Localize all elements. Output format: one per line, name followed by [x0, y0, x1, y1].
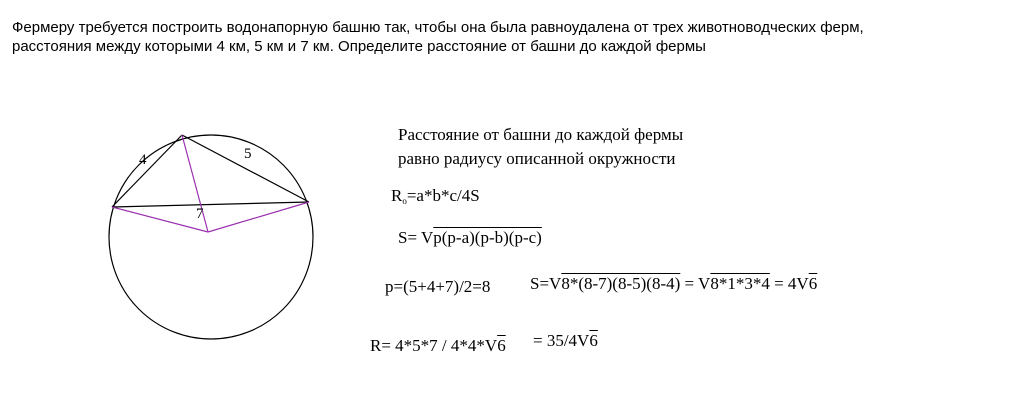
- radius-line-1: [112, 207, 208, 232]
- heron-formula: [398, 228, 542, 248]
- note-line-1: Расстояние от башни до каждой фермы: [398, 125, 684, 144]
- radius-formula-rest: =a*b*c/4S: [406, 186, 480, 205]
- note-line-2: равно радиусу описанной окружности: [398, 149, 676, 168]
- side-a-label: 4: [139, 152, 147, 168]
- area-calc-radicand: 8*(8-7)(8-5)(8-4): [561, 274, 681, 293]
- radius-formula: [391, 186, 480, 208]
- side-c-label: 7: [196, 206, 204, 222]
- side-c-line: [112, 202, 309, 207]
- problem-line-2: расстояния между которыми 4 км, 5 км и 7 км. Определите расстояние от башни до каждой фермы: [12, 38, 706, 55]
- heron-prefix: S= V: [398, 228, 434, 247]
- radius-line-3: [208, 202, 309, 232]
- radius-result-radicand: 6: [589, 331, 598, 350]
- problem-line-1: Фермеру требуется построить водонапорную башню так, чтобы она была равноудалена от трех животноводческих ферм,: [12, 19, 864, 36]
- heron-radicand: p(p-a)(p-b)(p-c): [433, 228, 542, 247]
- explanation-note: [398, 123, 683, 171]
- semi-perimeter-formula: p=(5+4+7)/2=8: [385, 277, 491, 296]
- radius-letter: R: [391, 186, 403, 205]
- radius-subscript: о: [402, 196, 407, 206]
- radius-line-2: [182, 135, 208, 232]
- radius-result-prefix: = 35/4V: [533, 331, 590, 350]
- radius-calc-prefix: R= 4*5*7 / 4*4*V: [370, 336, 498, 355]
- radius-calc-radicand: 6: [497, 336, 506, 355]
- radius-result: [533, 331, 598, 351]
- area-calc-radicand-2: 8*1*3*4: [710, 274, 770, 293]
- area-calculation: [530, 274, 817, 294]
- radius-calculation: [370, 336, 506, 356]
- area-calc-mid: = V: [680, 274, 711, 293]
- area-calc-radicand-3: 6: [808, 274, 818, 293]
- side-a-line: [112, 135, 182, 207]
- side-b-label: 5: [244, 146, 252, 162]
- area-calc-eq: = 4V: [769, 274, 809, 293]
- area-calc-prefix: S=V: [530, 274, 562, 293]
